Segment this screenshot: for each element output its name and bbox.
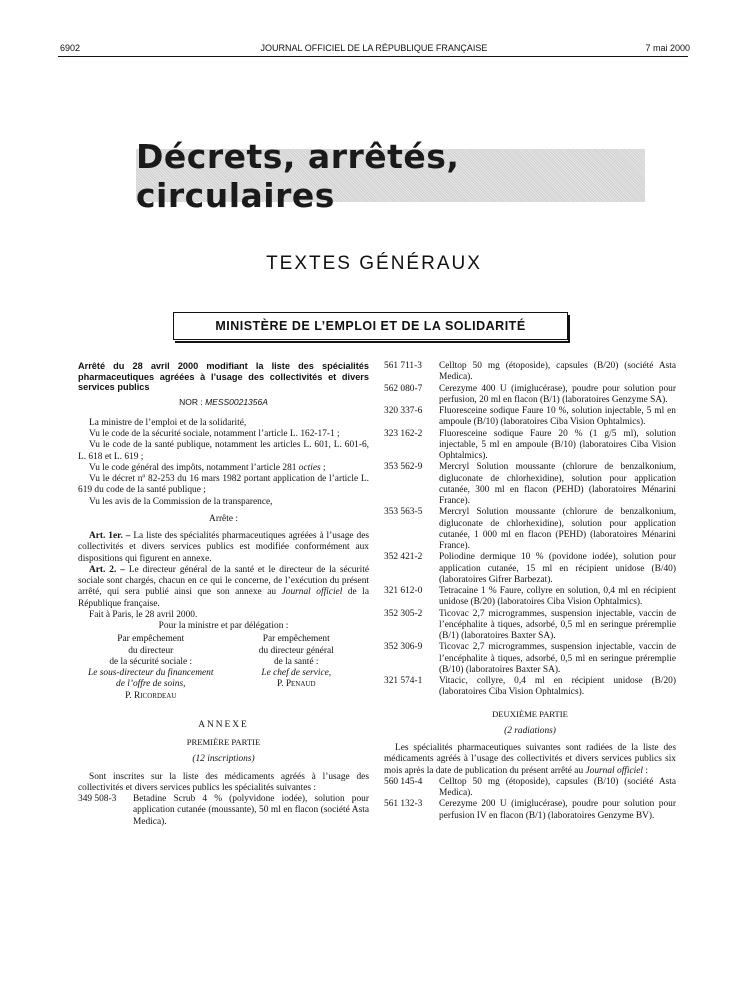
list-item [78,794,369,828]
right-column [384,361,676,822]
item-text: Vitacic, collyre, 0,4 ml en récipient unidose (B/20) (laboratoires Ciba Vision Ophtalmics). [439,676,676,698]
issue-date: 7 mai 2000 [645,43,690,53]
signatory-name: P. Penaud [276,679,316,690]
decree-title: Arrêté du 28 avril 2000 modifiant la liste des spécialités pharmaceutiques agréées à l’usage des collectivités et divers services publics [78,361,369,392]
item-text: Cerezyme 200 U (imiglucérase), poudre pour solution pour perfusion IV en flacon (B/1) (laboratoires Genzyme BV). [439,799,676,821]
item-text: Ticovac 2,7 microgrammes, suspension injectable, vaccin de l’encéphalite à tiques, adsorbé, 0,5 ml en seringue préremplie (B/1) (laboratoires Baxter SA). [439,608,676,641]
left-column [78,361,369,828]
item-code: 352 421-2 [384,552,423,563]
journal-officiel-ref: Journal officiel [281,587,343,598]
ministry-name: MINISTÈRE DE L’EMPLOI ET DE LA SOLIDARITÉ [215,319,526,333]
signature-line: du directeur général [258,645,334,656]
list-item [384,462,676,507]
list-item [384,406,676,429]
part-heading: PREMIÈRE PARTIE [186,737,261,747]
part-intro-text: Les spécialités pharmaceutiques suivantes sont radiées de la liste des médicaments agréés à l’usage des collectivités et divers services publics six mois après la date de publication du présent arrêté au [384,743,676,776]
arrete-heading: Arrête : [209,513,238,524]
list-item [384,799,676,822]
signatory-name: P. Ricordeau [125,690,177,701]
item-text: Fluoresceine sodique Faure 20 % (1 g/5 ml), solution injectable, 5 ml en ampoule (B/10) (laboratoires Ciba Vision Ophtalmics). [439,428,676,461]
signature-title: de l’offre de soins, [116,679,186,690]
part-heading: DEUXIÈME PARTIE [492,708,568,719]
visa-line: Vu les avis de la Commission de la transparence, [89,496,273,507]
banner-title: Décrets, arrêtés, circulaires [136,136,460,215]
signature-title: Le sous-directeur du financement [88,668,214,678]
part-count: (12 inscriptions) [192,754,255,765]
item-code: 321 574-1 [384,676,423,686]
signature-title: Le chef de service, [261,668,332,678]
page-number: 6902 [60,43,81,53]
article-2-text-end: de la République française. [78,587,369,609]
visa-line: Vu le code général des impôts, notamment l’article 281 octies ; [89,462,326,473]
signature-left [78,634,224,702]
fait-a-paris: Fait à Paris, le 28 avril 2000. [89,609,198,620]
nor-code: MESS0021356A [205,396,268,407]
signature-right [224,634,370,702]
part-intro [384,743,676,777]
part-intro: Sont inscrites sur la liste des médicaments agréés à l’usage des collectivités et divers services publics les spécialités suivantes : [78,771,369,793]
visa-line: Vu le décret nº 82-253 du 16 mars 1982 portant application de l’article L. 619 du code de la santé publique ; [78,474,369,496]
annexe-heading: ANNEXE [198,719,249,730]
item-text: Poliodine dermique 10 % (povidone iodée), solution pour application cutanée, 15 ml en récipient unidose (B/40) (laboratoires Gifrer Barbezat). [439,552,676,585]
article-1-text: La liste des spécialités pharmaceutiques agréées à l’usage des collectivités et divers services publics est modifiée conformément aux dispositions qui figurent en annexe. [78,531,370,564]
list-item [384,609,676,643]
list-item [384,777,676,800]
section-heading: TEXTES GÉNÉRAUX [266,253,482,274]
item-code: 323 162-2 [384,428,423,439]
item-code: 562 080-7 [384,383,423,394]
signature-line: Par empêchement [117,634,185,645]
item-code: 353 562-9 [384,462,423,473]
list-item [384,507,676,552]
signature-line: Par empêchement [262,634,330,645]
signature-line: de la santé : [273,656,319,667]
visa-line: Vu le code de la santé publique, notamment les articles L. 601, L. 601-6, L. 618 et L. 619 ; [78,440,369,462]
item-text: Mercryl Solution moussante (chlorure de benzalkonium, digluconate de chlorhexidine), solution pour application cutanée, 300 ml en flacon (PEHD) (laboratoires Ménarini France). [439,462,676,506]
item-text: Ticovac 2,7 microgrammes, suspension injectable, vaccin de l’encéphalite à tiques, adsorbé, 0,5 ml en seringue préremplie (B/10) (laboratoires Baxter SA). [439,642,676,675]
item-code: 352 305-2 [384,608,423,619]
list-item [384,361,676,384]
list-item [384,642,676,676]
journal-officiel-ref: Journal officiel [585,765,644,776]
item-code: 349 508-3 [78,794,117,804]
item-text: Tetracaine 1 % Faure, collyre en solution, 0,4 ml en récipient unidose (B/20) (laboratoires Ciba Vision Ophtalmics). [439,586,676,608]
item-text: Mercryl Solution moussante (chlorure de benzalkonium, digluconate de chlorhexidine), solution pour application cutanée, 1 000 ml en flacon (PEHD) (laboratoires Ménarini France). [439,507,676,551]
item-code: 321 612-0 [384,586,423,596]
article-1-label: Art. 1er. – [89,531,131,541]
list-item [384,384,676,407]
ministry-box [173,312,568,340]
article-2-label: Art. 2. – [89,564,125,575]
list-item [384,552,676,586]
signature-line: du directeur [128,645,174,656]
nor-reference [78,397,369,408]
item-code: 352 306-9 [384,642,423,653]
item-text: Cerezyme 400 U (imiglucérase), poudre pour solution pour perfusion, 20 ml en flacon (B/1) (laboratoires Genzyme SA). [439,383,676,405]
item-text: Celltop 50 mg (étoposide), capsules (B/10) (société Asta Medica). [439,776,676,798]
item-code: 320 337-6 [384,406,423,416]
item-text: Celltop 50 mg (étoposide), capsules (B/20) (société Asta Medica). [439,361,676,383]
part-count: (2 radiations) [504,725,556,736]
visa-line: Vu le code de la sécurité sociale, notamment l’article L. 162-17-1 ; [89,429,340,439]
list-item [384,586,676,609]
item-text: Fluoresceine sodique Faure 10 %, solution injectable, 5 ml en ampoule (B/10) (laboratoires Ciba Vision Ophtalmics). [439,406,676,428]
item-code: 561 132-3 [384,799,423,810]
item-code: 353 563-5 [384,507,423,518]
list-item [384,676,676,699]
journal-title: JOURNAL OFFICIEL DE LA RÉPUBLIQUE FRANÇAISE [260,43,488,53]
section-banner [136,136,645,215]
article-2-text: Le directeur général de la santé et le directeur de la sécurité sociale sont chargés, chacun en ce qui le concerne, de l’exécution du présent arrêté, qui sera publié ainsi que son annexe au [78,564,369,598]
part-intro-end: : [643,765,648,776]
article-2 [78,565,369,610]
item-code: 561 711-3 [384,361,422,371]
signature-line: de la sécurité sociale : [109,656,193,667]
delegation-line: Pour la ministre et par délégation : [158,621,289,631]
article-1 [78,531,369,565]
visa-line: La ministre de l’emploi et de la solidarité, [89,417,247,428]
nor-label: NOR : [179,396,206,407]
header-rule [58,56,688,57]
item-code: 560 145-4 [384,776,423,787]
item-text: Betadine Scrub 4 % (polyvidone iodée), solution pour application cutanée (moussante), 50 ml en flacon (société Asta Medica). [133,794,369,827]
list-item [384,429,676,463]
signatures [78,634,369,702]
